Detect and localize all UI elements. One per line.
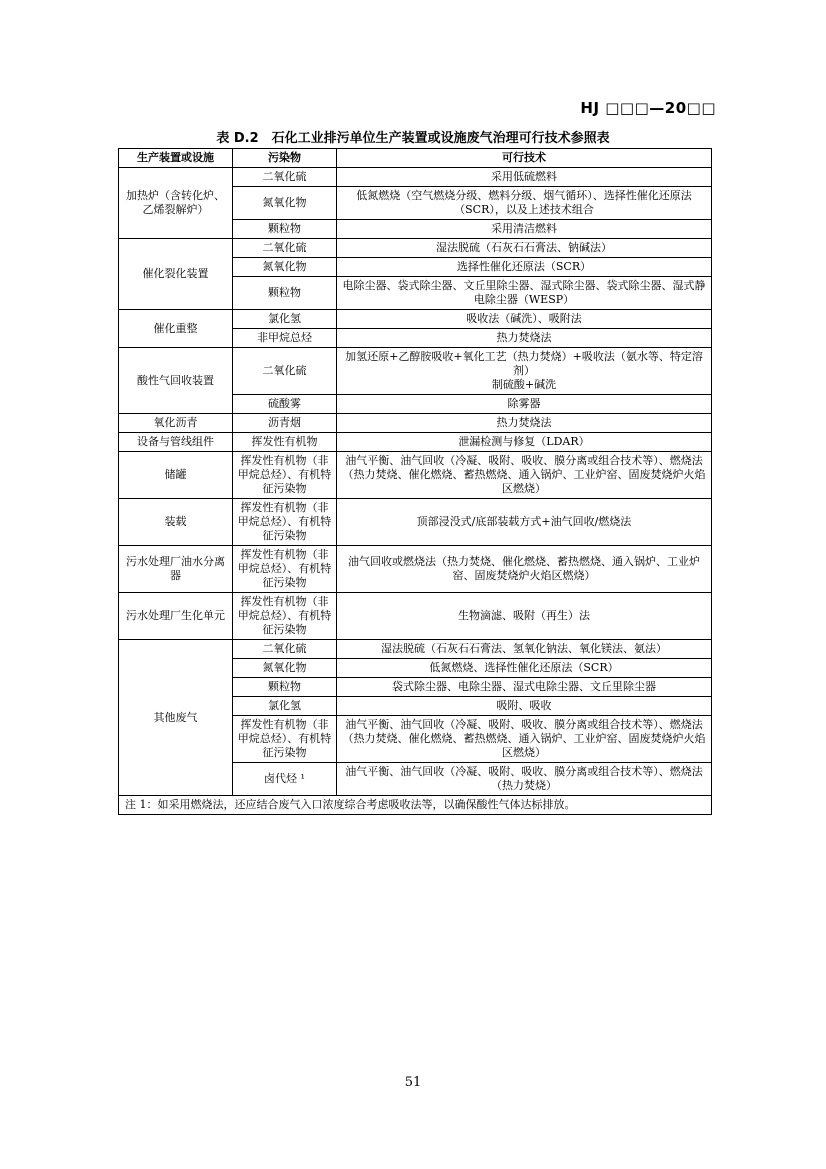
- technology-cell: 顶部浸没式/底部装载方式+油气回收/燃烧法: [337, 499, 712, 546]
- pollutant-cell: 颗粒物: [233, 220, 337, 239]
- facility-cell: 污水处理厂油水分离器: [119, 546, 233, 593]
- technology-cell: 低氮燃烧（空气燃烧分级、燃料分级、烟气循环）、选择性催化还原法（SCR），以及上述技术组合: [337, 187, 712, 220]
- table-row: [119, 640, 712, 659]
- pollutant-cell: 沥青烟: [233, 414, 337, 433]
- table-row: [119, 433, 712, 452]
- header-facility: 生产装置或设施: [119, 149, 233, 168]
- pollutant-cell: 挥发性有机物（非甲烷总烃）、有机特征污染物: [233, 716, 337, 763]
- note-row: [119, 796, 712, 815]
- technology-table: [118, 148, 712, 815]
- technology-cell: 袋式除尘器、电除尘器、湿式电除尘器、文丘里除尘器: [337, 678, 712, 697]
- technology-cell: 吸附、吸收: [337, 697, 712, 716]
- table-row: [119, 414, 712, 433]
- facility-cell: 储罐: [119, 452, 233, 499]
- table-row: [119, 546, 712, 593]
- facility-cell: 其他废气: [119, 640, 233, 796]
- header-technology: 可行技术: [337, 149, 712, 168]
- table-row: [119, 452, 712, 499]
- technology-cell: 生物滴滤、吸附（再生）法: [337, 593, 712, 640]
- facility-cell: 酸性气回收装置: [119, 348, 233, 414]
- technology-cell: 选择性催化还原法（SCR）: [337, 258, 712, 277]
- technology-cell: 热力焚烧法: [337, 414, 712, 433]
- facility-cell: 催化裂化装置: [119, 239, 233, 310]
- document-code: HJ □□□—20□□: [580, 99, 716, 117]
- technology-cell: 油气平衡、油气回收（冷凝、吸附、吸收、膜分离或组合技术等）、燃烧法（热力焚烧、催化燃烧、蓄热燃烧、通入锅炉、工业炉窑、固废焚烧炉火焰区燃烧）: [337, 452, 712, 499]
- technology-cell: 热力焚烧法: [337, 329, 712, 348]
- table-header-row: [119, 149, 712, 168]
- pollutant-cell: 挥发性有机物（非甲烷总烃）、有机特征污染物: [233, 593, 337, 640]
- technology-cell: 吸收法（碱洗）、吸附法: [337, 310, 712, 329]
- pollutant-cell: 氯化氢: [233, 310, 337, 329]
- pollutant-cell: 挥发性有机物（非甲烷总烃）、有机特征污染物: [233, 452, 337, 499]
- technology-cell: 低氮燃烧、选择性催化还原法（SCR）: [337, 659, 712, 678]
- technology-cell: 湿法脱硫（石灰石石膏法、氢氧化钠法、氧化镁法、氨法）: [337, 640, 712, 659]
- pollutant-cell: 二氧化硫: [233, 348, 337, 395]
- table-row: [119, 239, 712, 258]
- technology-cell: 油气回收或燃烧法（热力焚烧、催化燃烧、蓄热燃烧、通入锅炉、工业炉窑、固废焚烧炉火焰区燃烧）: [337, 546, 712, 593]
- header-pollutant: 污染物: [233, 149, 337, 168]
- pollutant-cell: 颗粒物: [233, 678, 337, 697]
- technology-cell: 电除尘器、袋式除尘器、文丘里除尘器、湿式除尘器、袋式除尘器、湿式静电除尘器（WESP）: [337, 277, 712, 310]
- table-row: [119, 348, 712, 395]
- pollutant-cell: 氯化氢: [233, 697, 337, 716]
- pollutant-cell: 非甲烷总烃: [233, 329, 337, 348]
- table-body: [119, 168, 712, 796]
- technology-cell: 采用清洁燃料: [337, 220, 712, 239]
- technology-cell: 加氢还原+乙醇胺吸收+氧化工艺（热力焚烧）+吸收法（氨水等、特定溶剂） 制硫酸+碱洗: [337, 348, 712, 395]
- facility-cell: 氧化沥青: [119, 414, 233, 433]
- technology-cell: 除雾器: [337, 395, 712, 414]
- page-number: 51: [404, 1075, 422, 1090]
- technology-cell: 油气平衡、油气回收（冷凝、吸附、吸收、膜分离或组合技术等）、燃烧法（热力焚烧）: [337, 763, 712, 796]
- table-title: 表 D.2 石化工业排污单位生产装置或设施废气治理可行技术参照表: [216, 131, 610, 146]
- pollutant-cell: 二氧化硫: [233, 168, 337, 187]
- pollutant-cell: 二氧化硫: [233, 640, 337, 659]
- pollutant-cell: 氮氧化物: [233, 659, 337, 678]
- pollutant-cell: 卤代烃 ¹: [233, 763, 337, 796]
- facility-cell: 污水处理厂生化单元: [119, 593, 233, 640]
- technology-cell: 油气平衡、油气回收（冷凝、吸附、吸收、膜分离或组合技术等）、燃烧法（热力焚烧、催化燃烧、蓄热燃烧、通入锅炉、工业炉窑、固废焚烧炉火焰区燃烧）: [337, 716, 712, 763]
- table-row: [119, 593, 712, 640]
- pollutant-cell: 氮氧化物: [233, 187, 337, 220]
- pollutant-cell: 氮氧化物: [233, 258, 337, 277]
- table-row: [119, 310, 712, 329]
- technology-cell: 泄漏检测与修复（LDAR）: [337, 433, 712, 452]
- facility-cell: 加热炉（含转化炉、乙烯裂解炉）: [119, 168, 233, 239]
- table-note: 注 1：如采用燃烧法，还应结合废气入口浓度综合考虑吸收法等，以确保酸性气体达标排放。: [119, 796, 712, 815]
- pollutant-cell: 硫酸雾: [233, 395, 337, 414]
- pollutant-cell: 颗粒物: [233, 277, 337, 310]
- facility-cell: 催化重整: [119, 310, 233, 348]
- technology-cell: 湿法脱硫（石灰石石膏法、钠碱法）: [337, 239, 712, 258]
- technology-cell: 采用低硫燃料: [337, 168, 712, 187]
- table-row: [119, 168, 712, 187]
- pollutant-cell: 二氧化硫: [233, 239, 337, 258]
- facility-cell: 装载: [119, 499, 233, 546]
- pollutant-cell: 挥发性有机物（非甲烷总烃）、有机特征污染物: [233, 499, 337, 546]
- pollutant-cell: 挥发性有机物: [233, 433, 337, 452]
- facility-cell: 设备与管线组件: [119, 433, 233, 452]
- pollutant-cell: 挥发性有机物（非甲烷总烃）、有机特征污染物: [233, 546, 337, 593]
- table-row: [119, 499, 712, 546]
